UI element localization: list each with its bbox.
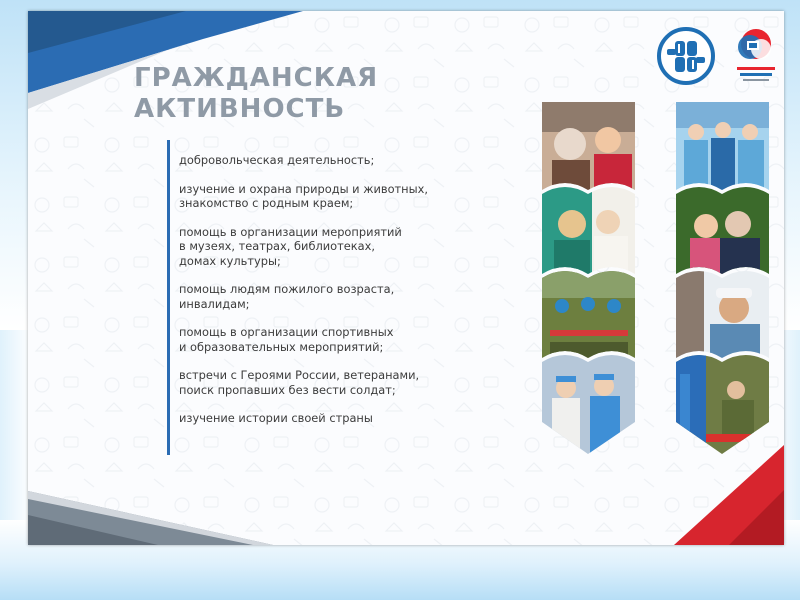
activity-item: помощь в организации спортивных и образовательных мероприятий; [179,325,394,354]
activity-item: изучение истории своей страны [179,411,373,425]
activity-item: изучение и охрана природы и животных, знакомство с родным краем; [179,181,428,210]
rdsh-emblem-logo [733,23,779,85]
activity-item: помощь в организации мероприятий в музеях, театрах, библиотеках, домах культуры; [179,224,402,268]
corner-decoration-bottom-left [28,475,278,545]
photo-veteran-and-girl [542,102,635,190]
photo-cadets-with-flowers [542,270,635,358]
corner-decoration-bottom-right [674,445,784,545]
title-line: ГРАЖДАНСКАЯ [134,63,379,93]
slide [28,11,784,545]
photo-volunteers-in-caps [542,354,635,454]
activity-item: помощь людям пожилого возраста, инвалидам; [179,282,395,311]
activity-item: встречи с Героями России, ветеранами, поиск пропавших без вести солдат; [179,368,420,397]
activity-list [179,153,489,426]
vertical-divider [167,140,170,455]
photo-memorial-flowers [676,354,769,454]
photo-smiling-girls [542,186,635,274]
hands-emblem-logo [656,26,716,86]
title-line: АКТИВНОСТЬ [134,94,346,124]
photo-veteran-with-girl [676,186,769,274]
photo-boy-in-cap [676,270,769,358]
photo-volunteers-in-blue [676,102,769,190]
activity-item: добровольческая деятельность; [179,153,375,167]
slide-title [134,63,454,125]
